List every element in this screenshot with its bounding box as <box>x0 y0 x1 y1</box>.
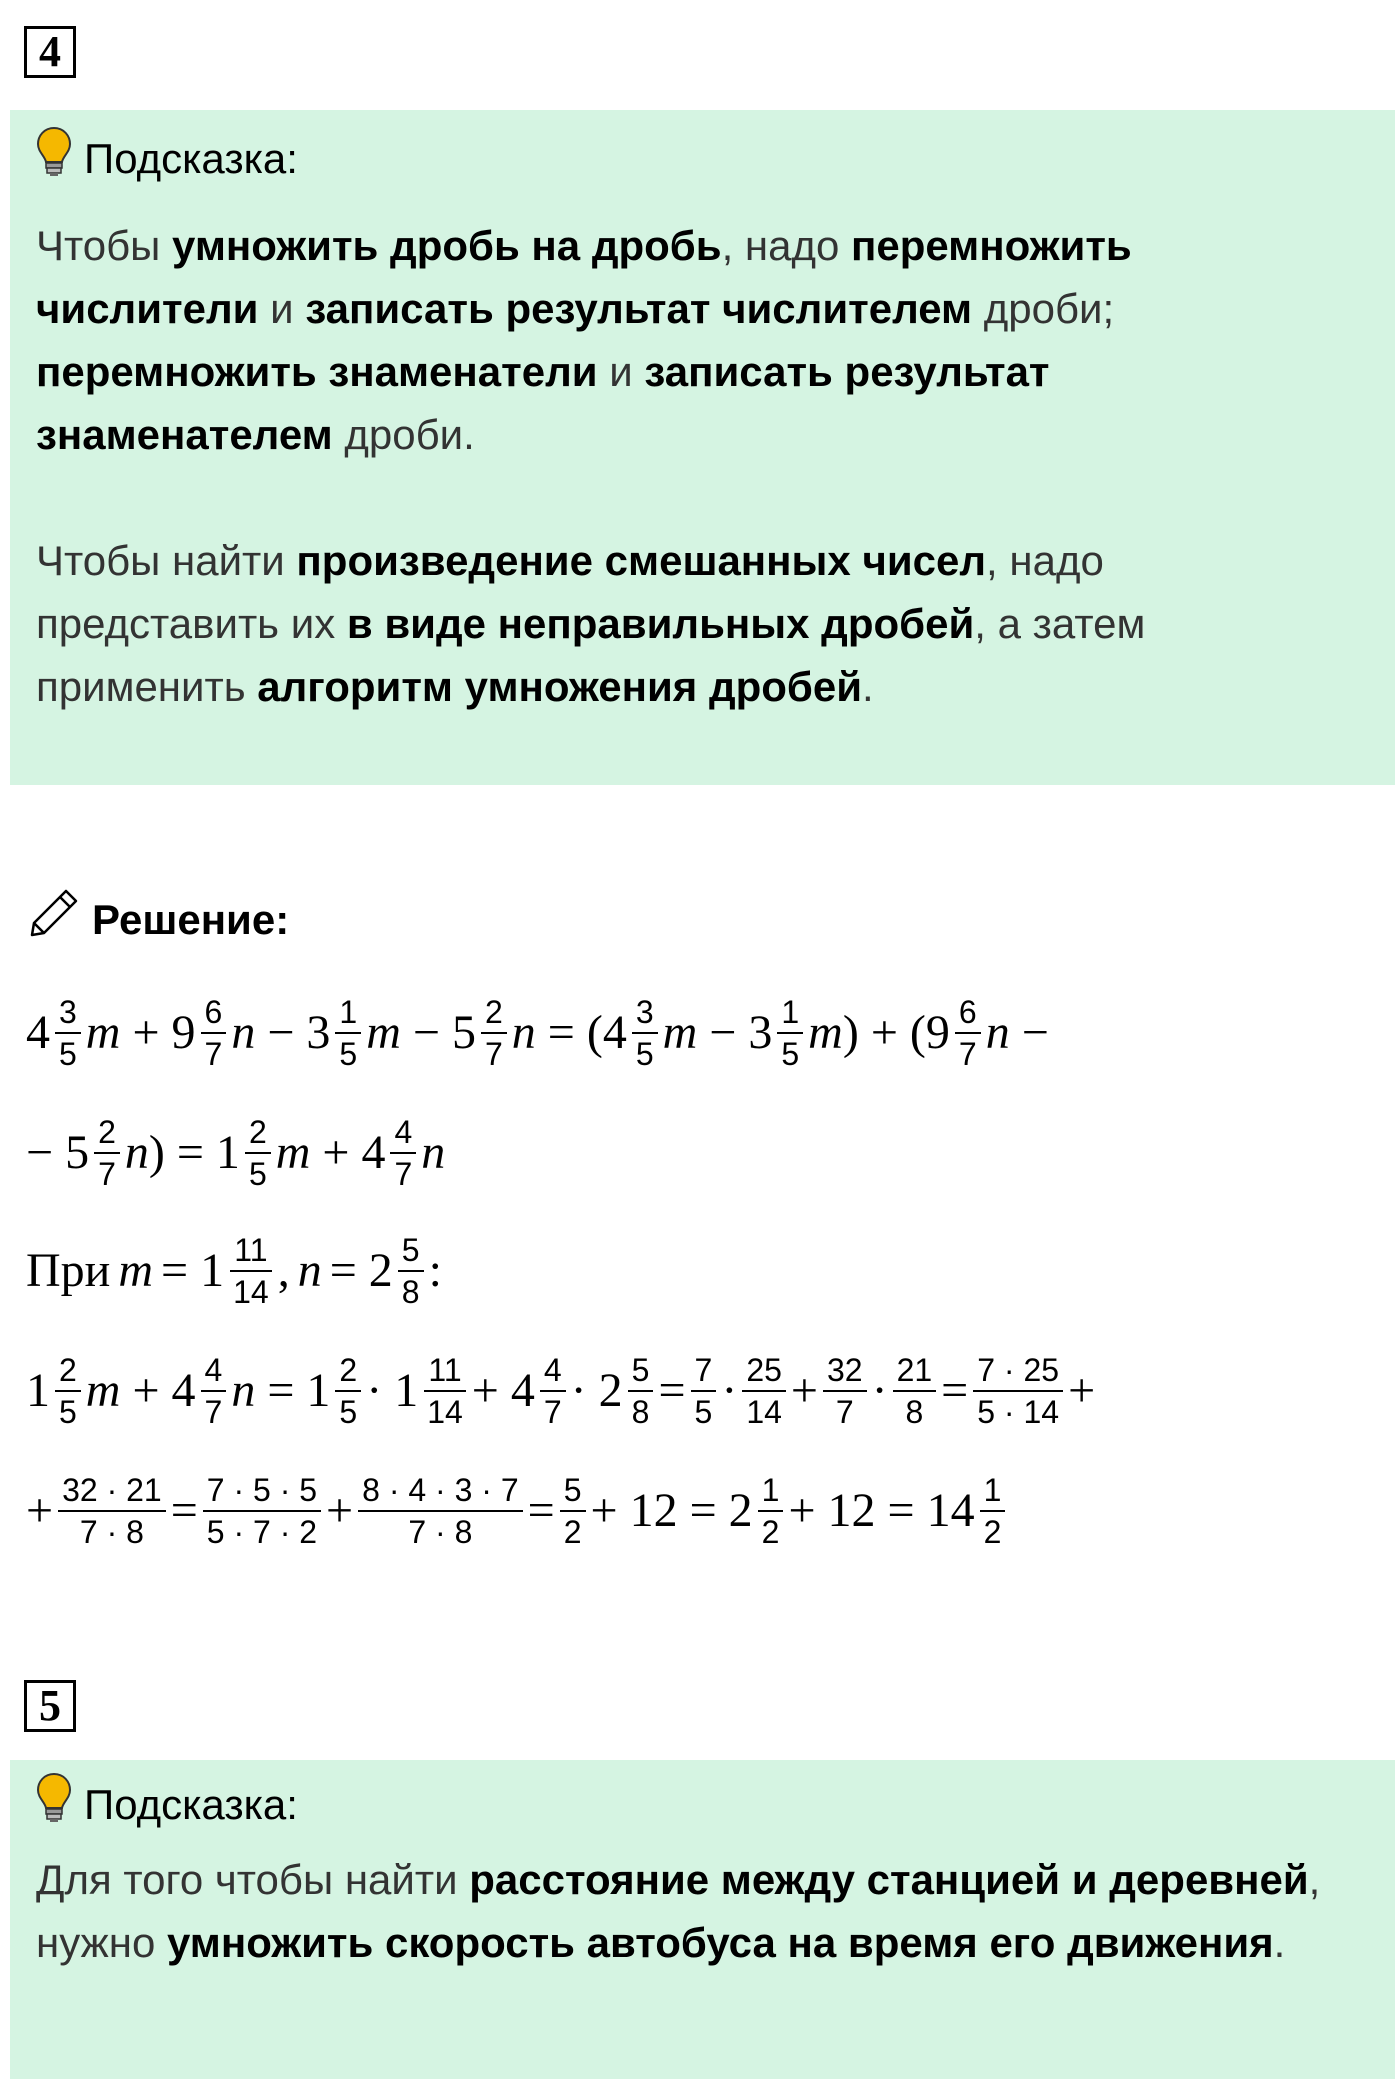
fraction: $\frac{7}{5}$ <box>691 1350 717 1432</box>
fraction: $\frac{7 \cdot 5 \cdot 5}{5 \cdot 7 \cdot 2}$ <box>203 1470 321 1552</box>
fraction: $\frac{7 \cdot 25}{5 \cdot 14}$ <box>973 1350 1063 1432</box>
fraction: 1 5 <box>335 992 361 1074</box>
math-line-5: + $\frac{32 \cdot 21}{7 \cdot 8}$ = $\frac{7 \cdot 5 \cdot 5}{5 \cdot 7 \cdot 2}$ + $\frac{8 \cdot 4 \cdot 3 \cdot 7}{7 \cdot 8}$ = $\frac{5}{2}$ + 12 = 2 1 2 + 12 = 14 1 2 <box>26 1470 1010 1552</box>
fraction: 4 7 <box>390 1112 416 1194</box>
hint-paragraph-1: Чтобы умножить дробь на дробь, надо перемножить числители и записать результат числителем дроби; перемножить знаменатели и записать результат знаменателем дроби. <box>36 222 1132 458</box>
hint-paragraph-1: Для того чтобы найти расстояние между станцией и деревней, нужно умножить скорость автобуса на время его движения. <box>36 1856 1321 1966</box>
hint-header <box>36 1772 1369 1838</box>
fraction: 4 7 <box>201 1350 227 1432</box>
hint-box-5 <box>10 1760 1395 2079</box>
fraction: 5 8 <box>398 1230 424 1312</box>
lightbulb-icon <box>36 1772 72 1838</box>
solution-title: Решение: <box>92 896 290 943</box>
fraction: 1 2 <box>758 1470 784 1552</box>
fraction: 6 7 <box>955 992 981 1074</box>
fraction: 2 5 <box>335 1350 361 1432</box>
fraction: 3 5 <box>55 992 81 1074</box>
fraction: 25 14 <box>742 1350 786 1432</box>
solution-header <box>26 885 289 955</box>
fraction: 3 5 <box>632 992 658 1074</box>
fraction: $\frac{5}{8}$ <box>628 1350 654 1432</box>
math-line-1: 4 3 5 m + 9 6 7 n − 3 1 5 m − 5 2 7 n = (4 3 5 m − 3 1 5 m) + (9 6 7 n − <box>26 994 1049 1072</box>
fraction: 4 7 <box>540 1350 566 1432</box>
hint-title: Подсказка: <box>84 1781 298 1828</box>
fraction: 11 14 <box>229 1230 273 1312</box>
task-number-4: 4 <box>24 26 76 78</box>
fraction: 6 7 <box>201 992 227 1074</box>
fraction: $\frac{32}{7}$ <box>823 1350 867 1432</box>
math-line-4: 1 2 5 m + 4 4 7 n = 1 2 5 · 1 11 14 + 4 4 7 · 2 $\frac{5}{8}$ = $\frac{7}{5}$ · 25 14 + $\frac{32}{7}$ · $\frac{21}{8}$ = $\frac{7 \cdot 25}{5 \cdot 14}$ + <box>26 1352 1096 1430</box>
fraction: $\frac{8 \cdot 4 \cdot 3 \cdot 7}{7 \cdot 8}$ <box>358 1470 523 1552</box>
fraction: 2 7 <box>94 1112 120 1194</box>
hint-title: Подсказка: <box>84 135 298 182</box>
task-number-5: 5 <box>24 1680 76 1732</box>
hint-box-4 <box>10 110 1395 785</box>
fraction: 1 2 <box>980 1470 1006 1552</box>
fraction: 2 5 <box>245 1112 271 1194</box>
hint-paragraph-2: Чтобы найти произведение смешанных чисел, надо представить их в виде неправильных дробей, а затем применить алгоритм умножения дробей. <box>36 537 1146 710</box>
fraction: $\frac{32 \cdot 21}{7 \cdot 8}$ <box>58 1470 166 1552</box>
pencil-icon <box>26 885 82 955</box>
fraction: 11 14 <box>423 1350 467 1432</box>
math-line-3: При m = 1 11 14 , n = 2 5 8 : <box>26 1232 442 1310</box>
fraction: 2 5 <box>55 1350 81 1432</box>
fraction: 1 5 <box>777 992 803 1074</box>
hint-header <box>36 126 1369 192</box>
lightbulb-icon <box>36 126 72 192</box>
math-line-2: − 5 2 7 n) = 1 2 5 m + 4 4 7 n <box>26 1114 446 1192</box>
fraction: $\frac{21}{8}$ <box>893 1350 937 1432</box>
fraction: $\frac{5}{2}$ <box>560 1470 586 1552</box>
fraction: 2 7 <box>481 992 507 1074</box>
